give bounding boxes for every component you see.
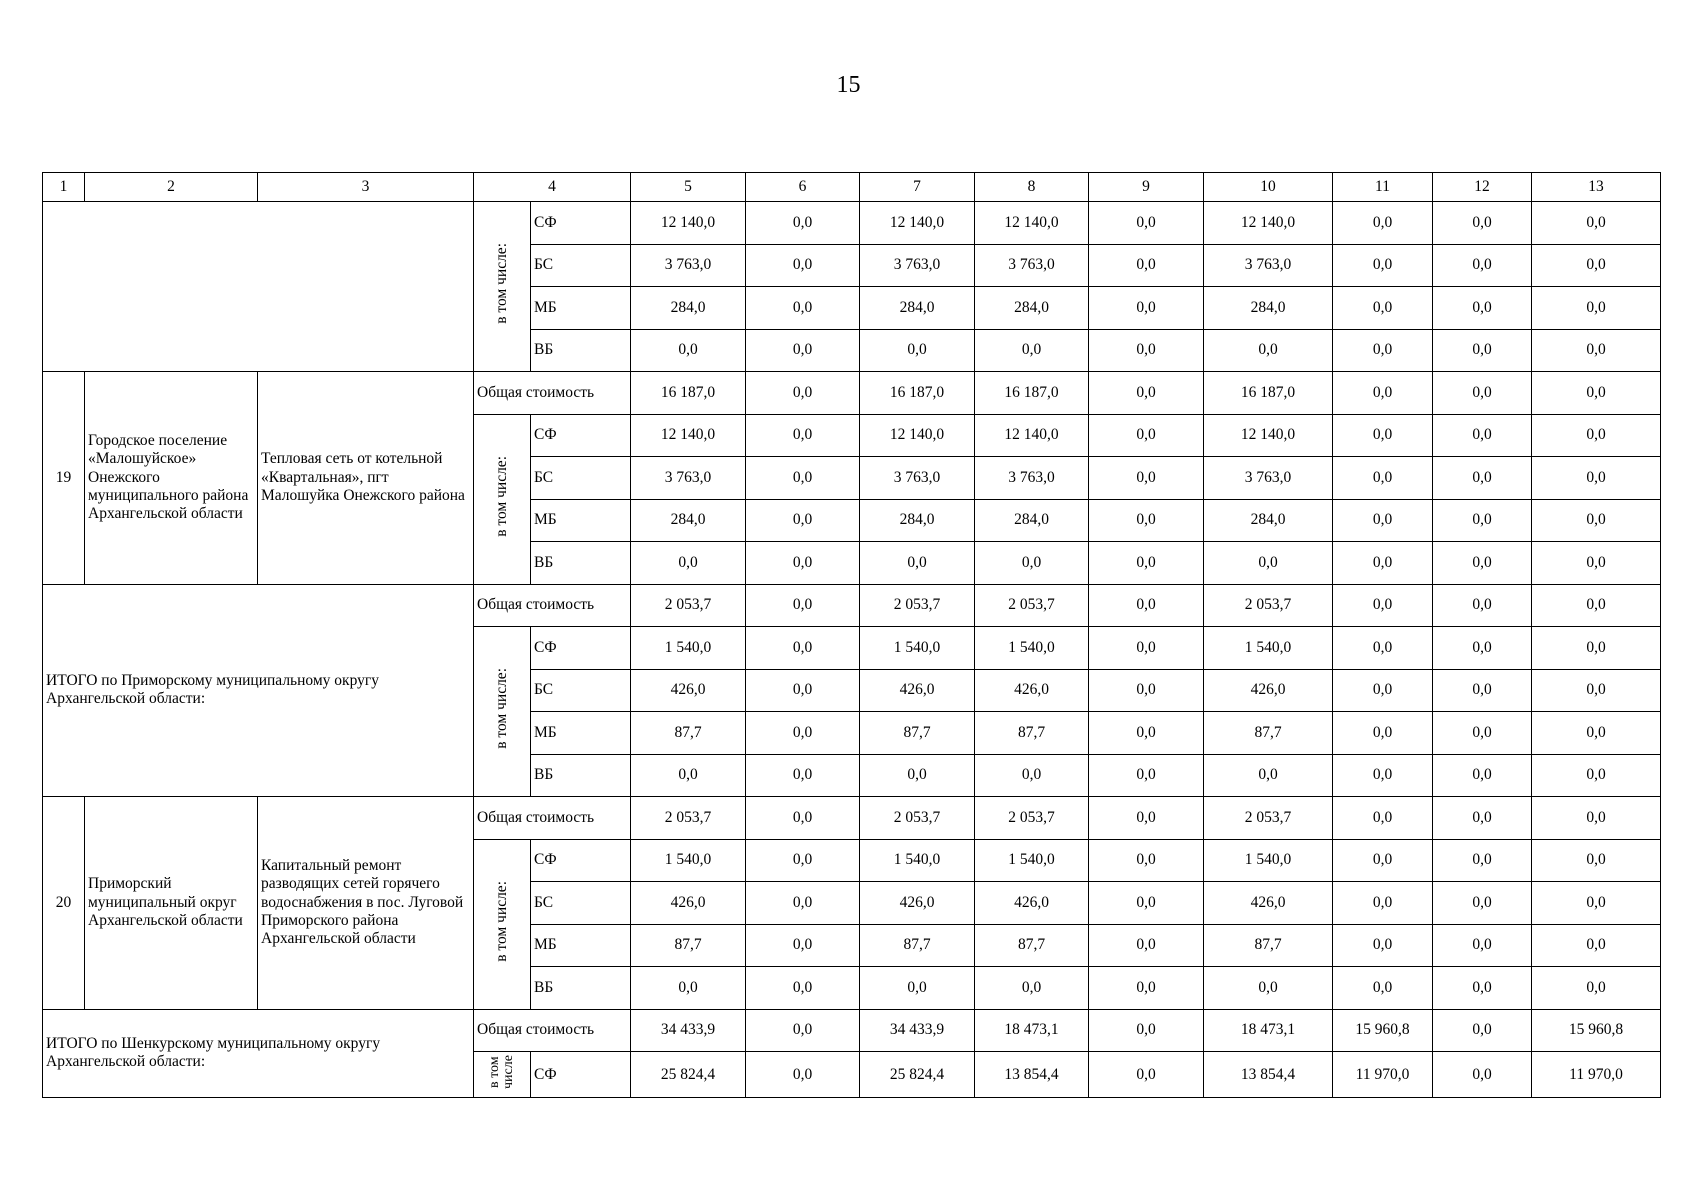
value-cell: 3 763,0 (975, 244, 1089, 287)
value-cell: 0,0 (1433, 924, 1532, 967)
value-cell: 12 140,0 (975, 202, 1089, 245)
value-cell: 426,0 (631, 882, 746, 925)
value-cell: 1 540,0 (631, 627, 746, 670)
funding-source-label: СФ (531, 414, 631, 457)
value-cell: 0,0 (746, 202, 860, 245)
value-cell: 3 763,0 (975, 457, 1089, 500)
table-row (43, 202, 1661, 245)
value-cell: 3 763,0 (631, 457, 746, 500)
value-cell: 0,0 (746, 1052, 860, 1098)
value-cell: 0,0 (746, 1009, 860, 1052)
value-cell: 426,0 (975, 882, 1089, 925)
value-cell: 0,0 (1433, 1052, 1532, 1098)
value-cell: 11 970,0 (1532, 1052, 1661, 1098)
value-cell: 2 053,7 (860, 797, 975, 840)
funding-source-label: ВБ (531, 329, 631, 372)
value-cell: 1 540,0 (860, 839, 975, 882)
value-cell: 0,0 (1089, 202, 1204, 245)
value-cell: 284,0 (631, 287, 746, 330)
value-cell: 2 053,7 (1204, 584, 1333, 627)
value-cell: 0,0 (1433, 372, 1532, 415)
value-cell: 0,0 (1433, 584, 1532, 627)
value-cell: 0,0 (1089, 542, 1204, 585)
value-cell: 1 540,0 (631, 839, 746, 882)
value-cell: 0,0 (860, 967, 975, 1010)
value-cell: 12 140,0 (631, 414, 746, 457)
value-cell: 426,0 (631, 669, 746, 712)
value-cell: 0,0 (746, 457, 860, 500)
value-cell: 1 540,0 (975, 627, 1089, 670)
value-cell: 0,0 (860, 542, 975, 585)
value-cell: 0,0 (1433, 414, 1532, 457)
value-cell: 0,0 (1433, 839, 1532, 882)
funding-source-label: МБ (531, 712, 631, 755)
value-cell: 0,0 (1532, 967, 1661, 1010)
value-cell: 0,0 (1204, 754, 1333, 797)
value-cell: 0,0 (975, 329, 1089, 372)
value-cell: 0,0 (1089, 627, 1204, 670)
value-cell: 0,0 (746, 754, 860, 797)
value-cell: 15 960,8 (1333, 1009, 1433, 1052)
value-cell: 0,0 (1433, 244, 1532, 287)
value-cell: 0,0 (1089, 924, 1204, 967)
value-cell: 0,0 (1333, 882, 1433, 925)
value-cell: 0,0 (746, 499, 860, 542)
value-cell: 0,0 (1204, 967, 1333, 1010)
value-cell: 0,0 (1089, 287, 1204, 330)
value-cell: 1 540,0 (1204, 839, 1333, 882)
table-row (43, 1009, 1661, 1052)
value-cell: 0,0 (1532, 202, 1661, 245)
value-cell: 0,0 (746, 882, 860, 925)
value-cell: 284,0 (1204, 499, 1333, 542)
value-cell: 0,0 (1333, 244, 1433, 287)
municipality-name: Городское поселение «Малошуйское» Онежского муниципального района Архангельской области (85, 372, 258, 585)
header-col-5: 5 (631, 173, 746, 202)
summary-title: ИТОГО по Шенкурскому муниципальному округу Архангельской области: (43, 1009, 474, 1098)
funding-source-label: СФ (531, 202, 631, 245)
value-cell: 0,0 (1433, 542, 1532, 585)
value-cell: 34 433,9 (860, 1009, 975, 1052)
value-cell: 0,0 (746, 372, 860, 415)
value-cell: 3 763,0 (860, 457, 975, 500)
value-cell: 12 140,0 (860, 202, 975, 245)
funding-source-label: МБ (531, 924, 631, 967)
value-cell: 284,0 (975, 499, 1089, 542)
value-cell: 87,7 (1204, 712, 1333, 755)
table-row (43, 372, 1661, 415)
funding-source-label: БС (531, 457, 631, 500)
value-cell: 25 824,4 (631, 1052, 746, 1098)
value-cell: 0,0 (1532, 584, 1661, 627)
value-cell: 0,0 (746, 329, 860, 372)
value-cell: 3 763,0 (631, 244, 746, 287)
value-cell: 0,0 (1532, 499, 1661, 542)
total-cost-label: Общая стоимость (474, 797, 631, 840)
value-cell: 284,0 (860, 499, 975, 542)
value-cell: 11 970,0 (1333, 1052, 1433, 1098)
value-cell: 0,0 (746, 967, 860, 1010)
in-total-vertical-text: в том числе (487, 1055, 516, 1089)
funding-source-label: СФ (531, 627, 631, 670)
value-cell: 0,0 (1532, 669, 1661, 712)
value-cell: 0,0 (975, 542, 1089, 585)
value-cell: 87,7 (975, 924, 1089, 967)
value-cell: 0,0 (1532, 329, 1661, 372)
in-total-vertical-label (474, 414, 531, 584)
value-cell: 0,0 (1532, 754, 1661, 797)
value-cell: 18 473,1 (975, 1009, 1089, 1052)
value-cell: 0,0 (1433, 967, 1532, 1010)
value-cell: 87,7 (860, 924, 975, 967)
funding-source-label: СФ (531, 1052, 631, 1098)
value-cell: 16 187,0 (860, 372, 975, 415)
value-cell: 0,0 (746, 924, 860, 967)
value-cell: 284,0 (1204, 287, 1333, 330)
header-col-1: 1 (43, 173, 85, 202)
value-cell: 426,0 (1204, 669, 1333, 712)
value-cell: 0,0 (1333, 754, 1433, 797)
budget-table (42, 172, 1661, 1098)
value-cell: 0,0 (746, 584, 860, 627)
object-name: Тепловая сеть от котельной «Квартальная», пгт Малошуйка Онежского района (258, 372, 474, 585)
value-cell: 1 540,0 (1204, 627, 1333, 670)
value-cell: 0,0 (1089, 414, 1204, 457)
funding-source-label: ВБ (531, 542, 631, 585)
funding-source-label: МБ (531, 499, 631, 542)
total-cost-label: Общая стоимость (474, 584, 631, 627)
value-cell: 0,0 (746, 627, 860, 670)
value-cell: 0,0 (631, 754, 746, 797)
value-cell: 0,0 (1532, 712, 1661, 755)
value-cell: 426,0 (975, 669, 1089, 712)
value-cell: 16 187,0 (975, 372, 1089, 415)
table-row (43, 584, 1661, 627)
value-cell: 3 763,0 (860, 244, 975, 287)
value-cell: 0,0 (1089, 712, 1204, 755)
value-cell: 0,0 (1433, 754, 1532, 797)
value-cell: 0,0 (1333, 372, 1433, 415)
value-cell: 0,0 (1089, 372, 1204, 415)
in-total-vertical-label (474, 202, 531, 372)
value-cell: 87,7 (975, 712, 1089, 755)
value-cell: 0,0 (1089, 754, 1204, 797)
value-cell: 0,0 (1532, 244, 1661, 287)
value-cell: 426,0 (860, 882, 975, 925)
total-cost-label: Общая стоимость (474, 1009, 631, 1052)
in-total-vertical-text: в том числе: (492, 455, 510, 537)
value-cell: 2 053,7 (860, 584, 975, 627)
value-cell: 0,0 (1433, 797, 1532, 840)
value-cell: 0,0 (1433, 669, 1532, 712)
value-cell: 0,0 (1433, 712, 1532, 755)
value-cell: 0,0 (746, 669, 860, 712)
value-cell: 0,0 (975, 754, 1089, 797)
value-cell: 87,7 (631, 712, 746, 755)
value-cell: 87,7 (1204, 924, 1333, 967)
header-col-8: 8 (975, 173, 1089, 202)
value-cell: 0,0 (1532, 457, 1661, 500)
header-col-13: 13 (1532, 173, 1661, 202)
header-col-4: 4 (474, 173, 631, 202)
value-cell: 0,0 (631, 542, 746, 585)
value-cell: 0,0 (1089, 584, 1204, 627)
value-cell: 0,0 (1433, 202, 1532, 245)
value-cell: 0,0 (1333, 329, 1433, 372)
summary-title: ИТОГО по Приморскому муниципальному округу Архангельской области: (43, 584, 474, 797)
project-number: 19 (43, 372, 85, 585)
value-cell: 0,0 (1433, 1009, 1532, 1052)
value-cell: 0,0 (1532, 882, 1661, 925)
value-cell: 2 053,7 (631, 584, 746, 627)
value-cell: 25 824,4 (860, 1052, 975, 1098)
value-cell: 0,0 (1433, 499, 1532, 542)
value-cell: 0,0 (1532, 414, 1661, 457)
value-cell: 0,0 (1089, 499, 1204, 542)
value-cell: 12 140,0 (1204, 414, 1333, 457)
in-total-vertical-text: в том числе: (492, 243, 510, 325)
value-cell: 3 763,0 (1204, 457, 1333, 500)
value-cell: 0,0 (1433, 329, 1532, 372)
value-cell: 87,7 (631, 924, 746, 967)
value-cell: 0,0 (1333, 712, 1433, 755)
value-cell: 0,0 (1089, 457, 1204, 500)
header-col-7: 7 (860, 173, 975, 202)
in-total-vertical-text: в том числе: (492, 880, 510, 962)
value-cell: 13 854,4 (975, 1052, 1089, 1098)
value-cell: 1 540,0 (975, 839, 1089, 882)
value-cell: 0,0 (1433, 882, 1532, 925)
in-total-vertical-label (474, 627, 531, 797)
funding-source-label: БС (531, 669, 631, 712)
value-cell: 284,0 (860, 287, 975, 330)
funding-source-label: БС (531, 244, 631, 287)
value-cell: 0,0 (1333, 499, 1433, 542)
header-row (43, 173, 1661, 202)
value-cell: 0,0 (746, 542, 860, 585)
value-cell: 0,0 (1532, 627, 1661, 670)
value-cell: 0,0 (1333, 924, 1433, 967)
funding-source-label: ВБ (531, 967, 631, 1010)
object-name: Капитальный ремонт разводящих сетей горячего водоснабжения в пос. Луговой Приморского района Архангельской области (258, 797, 474, 1010)
in-total-vertical-text: в том числе: (492, 668, 510, 750)
value-cell: 0,0 (746, 839, 860, 882)
value-cell: 0,0 (1532, 839, 1661, 882)
value-cell: 0,0 (1433, 457, 1532, 500)
value-cell: 1 540,0 (860, 627, 975, 670)
value-cell: 34 433,9 (631, 1009, 746, 1052)
funding-source-label: БС (531, 882, 631, 925)
value-cell: 0,0 (1089, 1052, 1204, 1098)
value-cell: 0,0 (1532, 542, 1661, 585)
value-cell: 0,0 (860, 754, 975, 797)
value-cell: 0,0 (1089, 882, 1204, 925)
value-cell: 284,0 (631, 499, 746, 542)
value-cell: 12 140,0 (860, 414, 975, 457)
value-cell: 0,0 (1333, 839, 1433, 882)
header-col-9: 9 (1089, 173, 1204, 202)
value-cell: 0,0 (1333, 542, 1433, 585)
value-cell: 0,0 (1333, 584, 1433, 627)
header-col-10: 10 (1204, 173, 1333, 202)
in-total-vertical-label (474, 1052, 531, 1098)
value-cell: 0,0 (1333, 202, 1433, 245)
value-cell: 0,0 (1089, 797, 1204, 840)
value-cell: 3 763,0 (1204, 244, 1333, 287)
value-cell: 0,0 (1089, 1009, 1204, 1052)
header-col-12: 12 (1433, 173, 1532, 202)
header-col-3: 3 (258, 173, 474, 202)
header-col-2: 2 (85, 173, 258, 202)
value-cell: 15 960,8 (1532, 1009, 1661, 1052)
value-cell: 0,0 (1333, 797, 1433, 840)
value-cell: 0,0 (631, 967, 746, 1010)
value-cell: 2 053,7 (1204, 797, 1333, 840)
value-cell: 0,0 (1333, 414, 1433, 457)
value-cell: 0,0 (1089, 329, 1204, 372)
value-cell: 12 140,0 (631, 202, 746, 245)
value-cell: 0,0 (1333, 669, 1433, 712)
value-cell: 87,7 (860, 712, 975, 755)
value-cell: 0,0 (975, 967, 1089, 1010)
value-cell: 0,0 (1333, 627, 1433, 670)
value-cell: 0,0 (1089, 967, 1204, 1010)
page-number: 15 (836, 72, 861, 98)
value-cell: 0,0 (746, 712, 860, 755)
value-cell: 0,0 (1089, 244, 1204, 287)
value-cell: 0,0 (1532, 924, 1661, 967)
funding-source-label: СФ (531, 839, 631, 882)
value-cell: 18 473,1 (1204, 1009, 1333, 1052)
value-cell: 2 053,7 (975, 797, 1089, 840)
value-cell: 0,0 (746, 244, 860, 287)
value-cell: 2 053,7 (975, 584, 1089, 627)
value-cell: 12 140,0 (1204, 202, 1333, 245)
value-cell: 0,0 (746, 797, 860, 840)
value-cell: 0,0 (1204, 329, 1333, 372)
value-cell: 0,0 (1433, 287, 1532, 330)
value-cell: 426,0 (1204, 882, 1333, 925)
header-col-11: 11 (1333, 173, 1433, 202)
value-cell: 284,0 (975, 287, 1089, 330)
value-cell: 426,0 (860, 669, 975, 712)
value-cell: 2 053,7 (631, 797, 746, 840)
value-cell: 16 187,0 (1204, 372, 1333, 415)
value-cell: 13 854,4 (1204, 1052, 1333, 1098)
header-col-6: 6 (746, 173, 860, 202)
continuation-blank-cell (43, 202, 474, 372)
value-cell: 0,0 (1532, 372, 1661, 415)
value-cell: 0,0 (860, 329, 975, 372)
value-cell: 0,0 (631, 329, 746, 372)
municipality-name: Приморский муниципальный округ Архангельской области (85, 797, 258, 1010)
value-cell: 0,0 (1333, 287, 1433, 330)
in-total-vertical-label (474, 839, 531, 1009)
total-cost-label: Общая стоимость (474, 372, 631, 415)
funding-source-label: МБ (531, 287, 631, 330)
table-row (43, 797, 1661, 840)
value-cell: 0,0 (746, 414, 860, 457)
value-cell: 16 187,0 (631, 372, 746, 415)
funding-source-label: ВБ (531, 754, 631, 797)
value-cell: 0,0 (1089, 839, 1204, 882)
value-cell: 12 140,0 (975, 414, 1089, 457)
value-cell: 0,0 (1532, 287, 1661, 330)
value-cell: 0,0 (1204, 542, 1333, 585)
value-cell: 0,0 (746, 287, 860, 330)
value-cell: 0,0 (1433, 627, 1532, 670)
value-cell: 0,0 (1089, 669, 1204, 712)
value-cell: 0,0 (1333, 967, 1433, 1010)
project-number: 20 (43, 797, 85, 1010)
value-cell: 0,0 (1333, 457, 1433, 500)
value-cell: 0,0 (1532, 797, 1661, 840)
